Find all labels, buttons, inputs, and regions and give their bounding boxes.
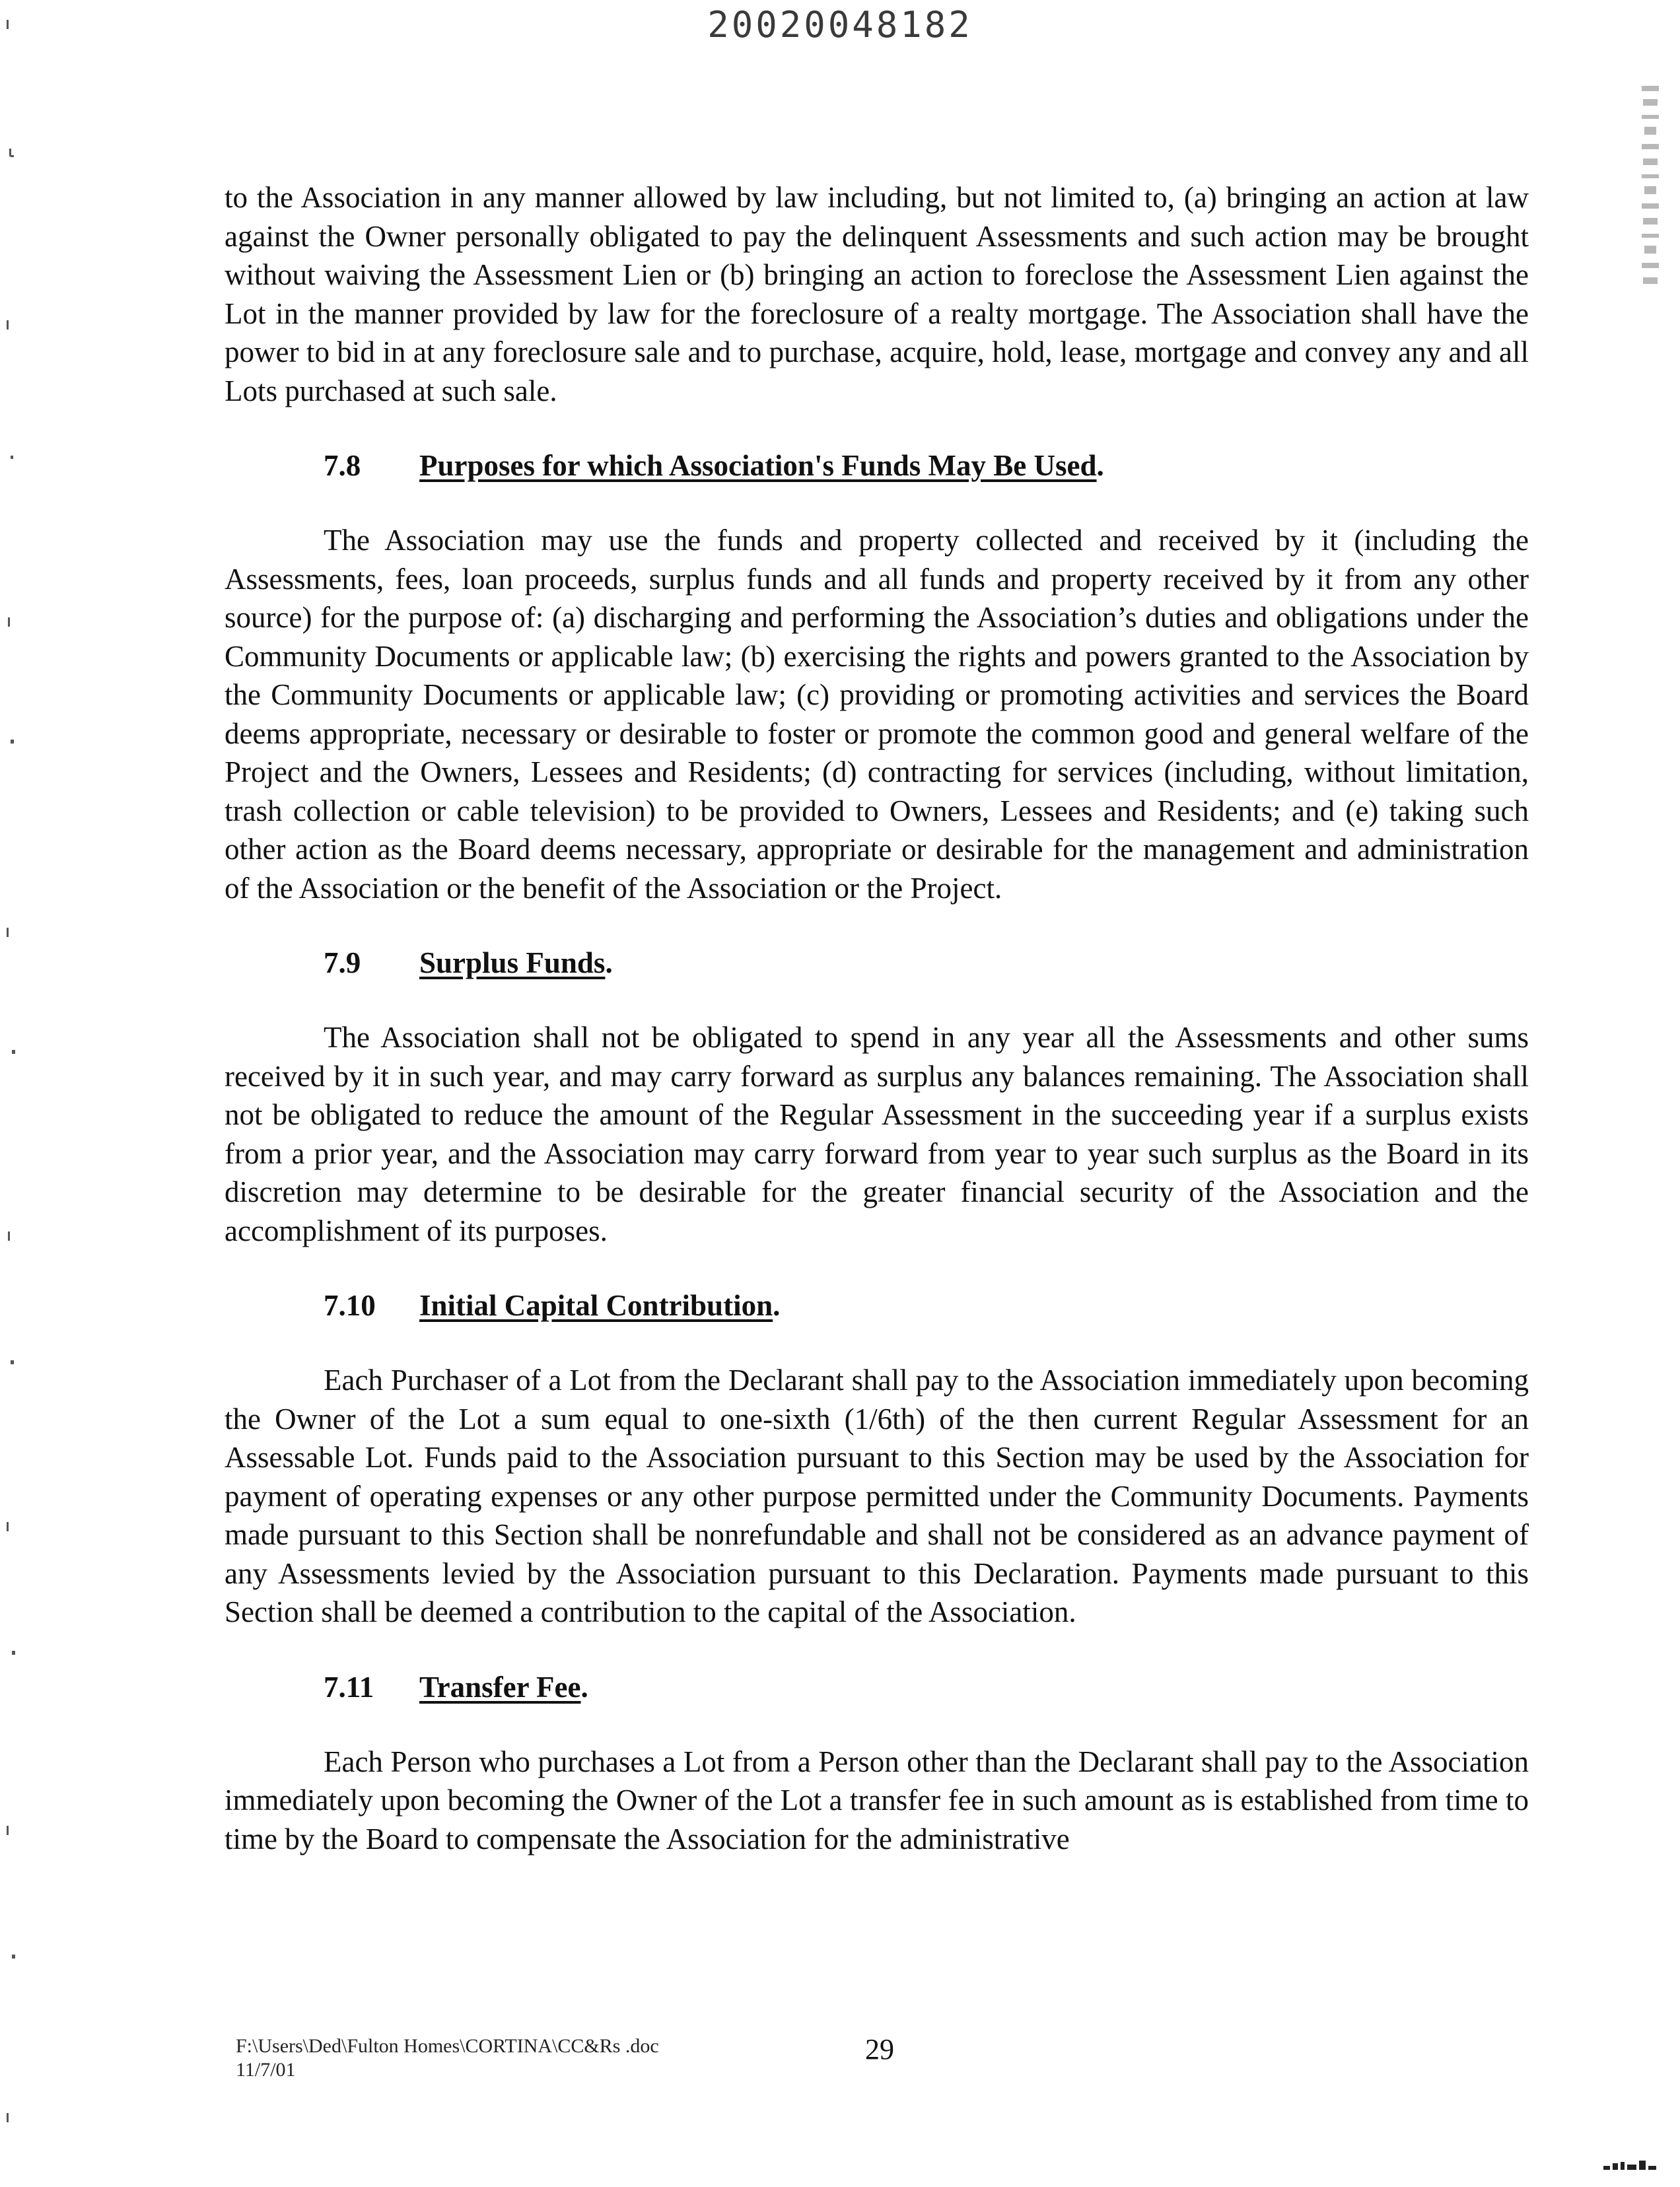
section-number: 7.10 xyxy=(324,1289,376,1322)
document-number: 20020048182 xyxy=(707,4,973,46)
page-number: 29 xyxy=(865,2033,894,2066)
document-page xyxy=(225,178,1529,1858)
section-title: Transfer Fee xyxy=(419,1670,581,1704)
section-number: 7.8 xyxy=(324,449,361,482)
section-paragraph: Each Person who purchases a Lot from a Person other than the Declarant shall pay to the Association immediately upon becoming the Owner of the Lot a transfer fee in such amount as is established from time to time by the Board to compensate the Association for the administrative xyxy=(225,1745,1529,1856)
section-paragraph: Each Purchaser of a Lot from the Declarant shall pay to the Association immediately upon becoming the Owner of the Lot a sum equal to one-sixth (1/6th) of the then current Regular Assessment for an Assessable Lot. Funds paid to the Association pursuant to this Section may be used by the Association for payment of operating expenses or any other purpose permitted under the Community Documents. Payments made pursuant to this Section shall be nonrefundable and shall not be considered as an advance payment of any Assessments levied by the Association pursuant to this Declaration. Payments made pursuant to this Section shall be deemed a contribution to the capital of the Association. xyxy=(225,1364,1529,1628)
section-title: Purposes for which Association's Funds May Be Used xyxy=(419,449,1097,482)
section-heading-7-10: 7.10 Initial Capital Contribution. xyxy=(324,1286,1529,1325)
vertical-stamp-mark xyxy=(1638,86,1664,297)
section-paragraph: The Association shall not be obligated to spend in any year all the Assessments and other sums received by it in such year, and may carry forward as surplus any balances remaining. The Association shall not be obligated to reduce the amount of the Regular Assessment in the succeeding year if a surplus exists from a prior year, and the Association may carry forward from year to year such surplus as the Board in its discretion may determine to be desirable for the greater financial security of the Association and the accomplishment of its purposes. xyxy=(225,1021,1529,1247)
footer-file-info xyxy=(236,2034,659,2082)
footer-file-path: F:\Users\Ded\Fulton Homes\CORTINA\CC&Rs .doc xyxy=(236,2035,659,2057)
intro-paragraph: to the Association in any manner allowed by law including, but not limited to, (a) bringing an action at law against the Owner personally obligated to pay the delinquent Assessments and such action may be brought without waiving the Assessment Lien or (b) bringing an action to foreclose the Assessment Lien against the Lot in the manner provided by law for the foreclosure of a realty mortgage. The Association shall have the power to bid in at any foreclosure sale and to purchase, acquire, hold, lease, mortgage and convey any and all Lots purchased at such sale. xyxy=(225,181,1529,407)
section-heading-7-11: 7.11 Transfer Fee. xyxy=(324,1668,1529,1706)
section-number: 7.11 xyxy=(324,1670,374,1704)
section-title: Initial Capital Contribution xyxy=(419,1289,773,1322)
section-title: Surplus Funds xyxy=(419,946,606,979)
section-paragraph: The Association may use the funds and property collected and received by it (including the Assessments, fees, loan proceeds, surplus funds and all funds and property received by it from any other source) for the purpose of: (a) discharging and performing the Association’s duties and obligations under the Community Documents or applicable law; (b) exercising the rights and powers granted to the Association by the Community Documents or applicable law; (c) providing or promoting activities and services the Board deems appropriate, necessary or desirable to foster or promote the common good and general welfare of the Project and the Owners, Lessees and Residents; (d) contracting for services (including, without limitation, trash collection or cable television) to be provided to Owners, Lessees and Residents; and (e) taking such other action as the Board deems necessary, appropriate or desirable for the management and administration of the Association or the benefit of the Association or the Project. xyxy=(225,524,1529,905)
section-heading-7-9: 7.9 Surplus Funds. xyxy=(324,944,1529,982)
binding-hole-marks xyxy=(0,0,40,2187)
corner-scan-mark xyxy=(1601,2158,1660,2174)
footer-date: 11/7/01 xyxy=(236,2059,296,2081)
section-number: 7.9 xyxy=(324,946,361,979)
section-heading-7-8: 7.8 Purposes for which Association's Funds May Be Used. xyxy=(324,446,1529,485)
